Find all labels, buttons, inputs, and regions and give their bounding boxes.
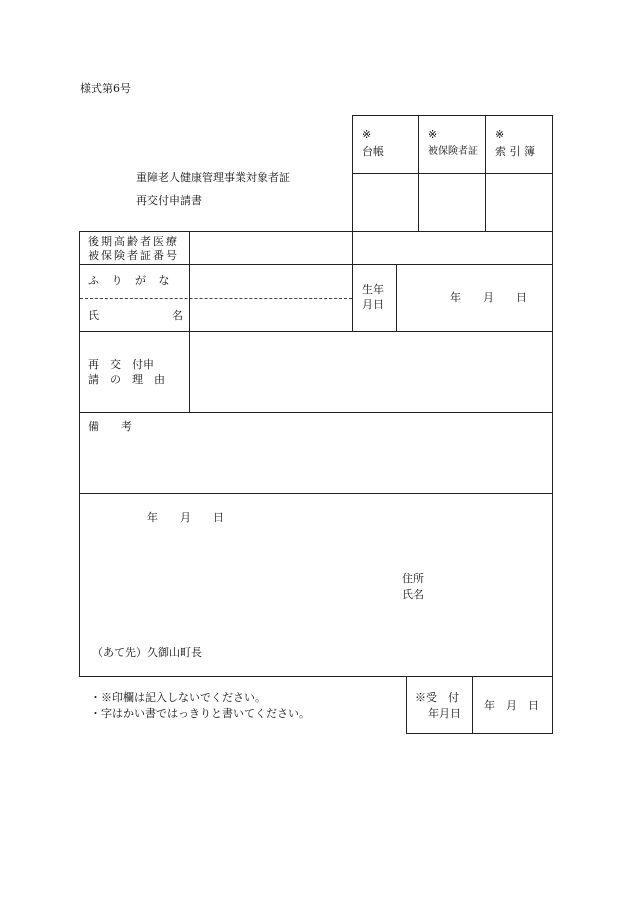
name-field[interactable] xyxy=(190,299,352,331)
declaration-date[interactable]: 年 月 日 xyxy=(147,511,224,524)
stamp-label-index: 索 引 簿 xyxy=(495,145,535,158)
insured-number-field[interactable] xyxy=(190,232,352,264)
name-label-1: 氏 xyxy=(88,309,99,322)
applicant-signature-field[interactable] xyxy=(432,568,550,602)
receipt-label-2: 年月日 xyxy=(428,707,461,720)
remarks-field[interactable] xyxy=(80,436,552,492)
reason-field[interactable] xyxy=(190,332,552,412)
form-number: 様式第6号 xyxy=(80,82,131,95)
insured-number-label-2: 被保険者証番号 xyxy=(88,249,179,262)
birth-label-2: 月日 xyxy=(362,298,384,311)
stamp-label-ledger: 台帳 xyxy=(362,145,384,158)
name-label-2: 名 xyxy=(172,309,183,322)
remarks-label: 備 考 xyxy=(88,420,132,433)
furigana-label: ふ り が な xyxy=(88,274,170,287)
insured-number-label-1: 後期高齢者医療 xyxy=(88,235,179,248)
applicant-name-label: 氏名 xyxy=(402,588,424,601)
form-title-line2: 再交付申請書 xyxy=(136,194,202,207)
note-1: ・※印欄は記入しないでください。 xyxy=(90,691,266,704)
reason-label-2: 請 の 理 由 xyxy=(88,373,165,386)
addressee: （あて先）久御山町長 xyxy=(92,646,202,659)
receipt-date: 年 月 日 xyxy=(484,699,539,712)
stamp-label-insurance-card: 被保険者証 xyxy=(428,146,478,157)
furigana-field[interactable] xyxy=(190,265,352,298)
note-2: ・字はかい書ではっきりと書いてください。 xyxy=(90,707,310,720)
birth-date-field[interactable]: 年 月 日 xyxy=(450,291,527,304)
address-label: 住所 xyxy=(402,572,424,585)
reason-label-1: 再 交 付申 xyxy=(88,358,154,371)
stamp-mark-insurance-card: ※ xyxy=(428,128,438,141)
birth-label-1: 生年 xyxy=(362,283,384,296)
form-title-line1: 重障老人健康管理事業対象者証 xyxy=(136,171,290,184)
stamp-mark-index: ※ xyxy=(495,128,505,141)
stamp-mark-ledger: ※ xyxy=(362,128,372,141)
receipt-label-1: ※受 付 xyxy=(415,691,459,704)
